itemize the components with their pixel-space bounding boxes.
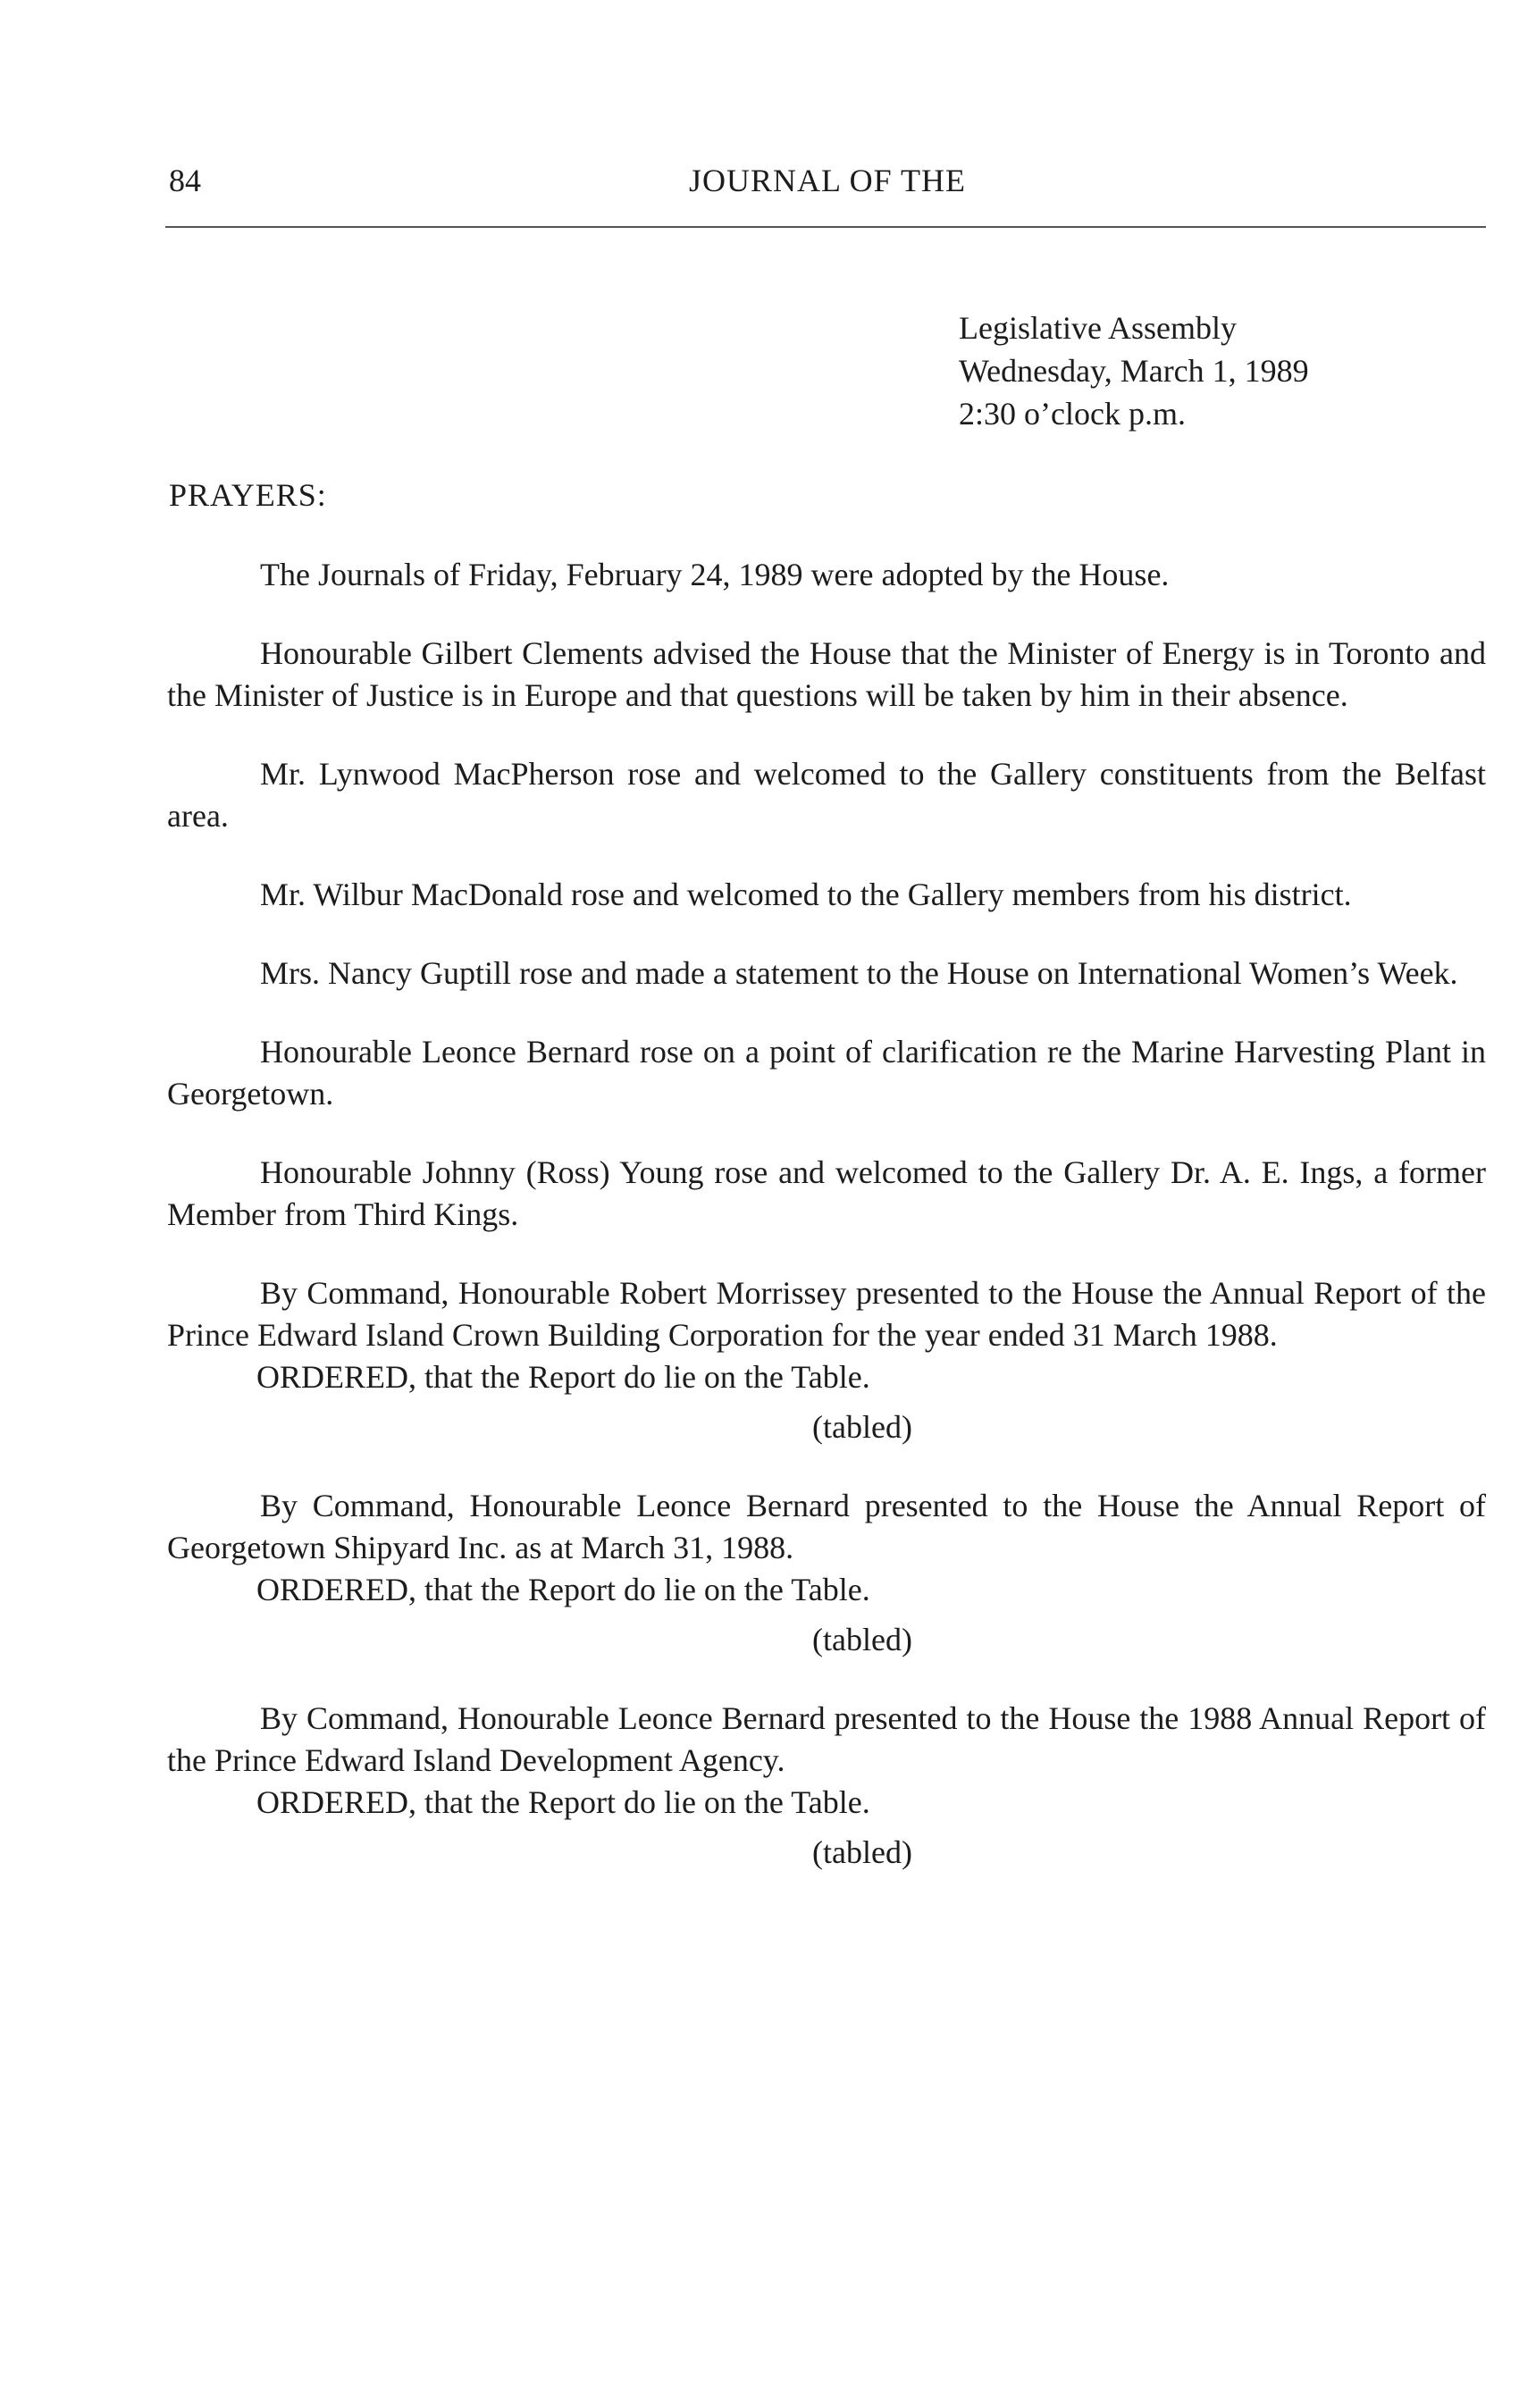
paragraph-young: Honourable Johnny (Ross) Young rose and welcomed to the Gallery Dr. A. E. Ings, a former Member from Third Kings. — [167, 1154, 1486, 1232]
dateline-assembly: Legislative Assembly — [959, 310, 1237, 346]
prayers-heading: PRAYERS: — [169, 477, 327, 513]
paragraph-macpherson: Mr. Lynwood MacPherson rose and welcomed to the Gallery constituents from the Belfast area. — [167, 756, 1486, 834]
paragraph-morrissey-report: By Command, Honourable Robert Morrissey presented to the House the Annual Report of the Prince Edward Island Crown Building Corporation for the year ended 31 March 1988. — [167, 1275, 1486, 1353]
tabled-note: (tabled) — [812, 1834, 912, 1870]
paragraph-development-agency-report: By Command, Honourable Leonce Bernard presented to the House the 1988 Annual Report of the Prince Edward Island Development Agency. — [167, 1700, 1486, 1778]
journal-body — [167, 554, 1486, 1874]
running-head: JOURNAL OF THE — [688, 163, 966, 198]
dateline — [959, 306, 1309, 435]
ordered-line: ORDERED, that the Report do lie on the Table. — [256, 1359, 870, 1395]
dateline-time: 2:30 o’clock p.m. — [959, 396, 1186, 432]
header-rule — [165, 226, 1486, 228]
dateline-date: Wednesday, March 1, 1989 — [959, 353, 1309, 389]
page-header — [169, 154, 1486, 207]
paragraph-clements: Honourable Gilbert Clements advised the House that the Minister of Energy is in Toronto and the Minister of Justice is in Europe and that questions will be taken by him in their absence. — [167, 635, 1486, 713]
ordered-line: ORDERED, that the Report do lie on the Table. — [256, 1572, 870, 1607]
paragraph-macdonald: Mr. Wilbur MacDonald rose and welcomed to the Gallery members from his district. — [260, 877, 1352, 912]
page-number: 84 — [169, 163, 201, 198]
tabled-note: (tabled) — [812, 1622, 912, 1657]
tabled-note: (tabled) — [812, 1409, 912, 1445]
paragraph-bernard-clarification: Honourable Leonce Bernard rose on a point of clarification re the Marine Harvesting Plant in Georgetown. — [167, 1034, 1486, 1112]
ordered-line: ORDERED, that the Report do lie on the Table. — [256, 1784, 870, 1820]
paragraph-shipyard-report: By Command, Honourable Leonce Bernard presented to the House the Annual Report of Georgetown Shipyard Inc. as at March 31, 1988. — [167, 1488, 1486, 1565]
paragraph-guptill: Mrs. Nancy Guptill rose and made a statement to the House on International Women’s Week. — [260, 955, 1458, 991]
paragraph-journals-adopted: The Journals of Friday, February 24, 1989 were adopted by the House. — [260, 557, 1170, 592]
